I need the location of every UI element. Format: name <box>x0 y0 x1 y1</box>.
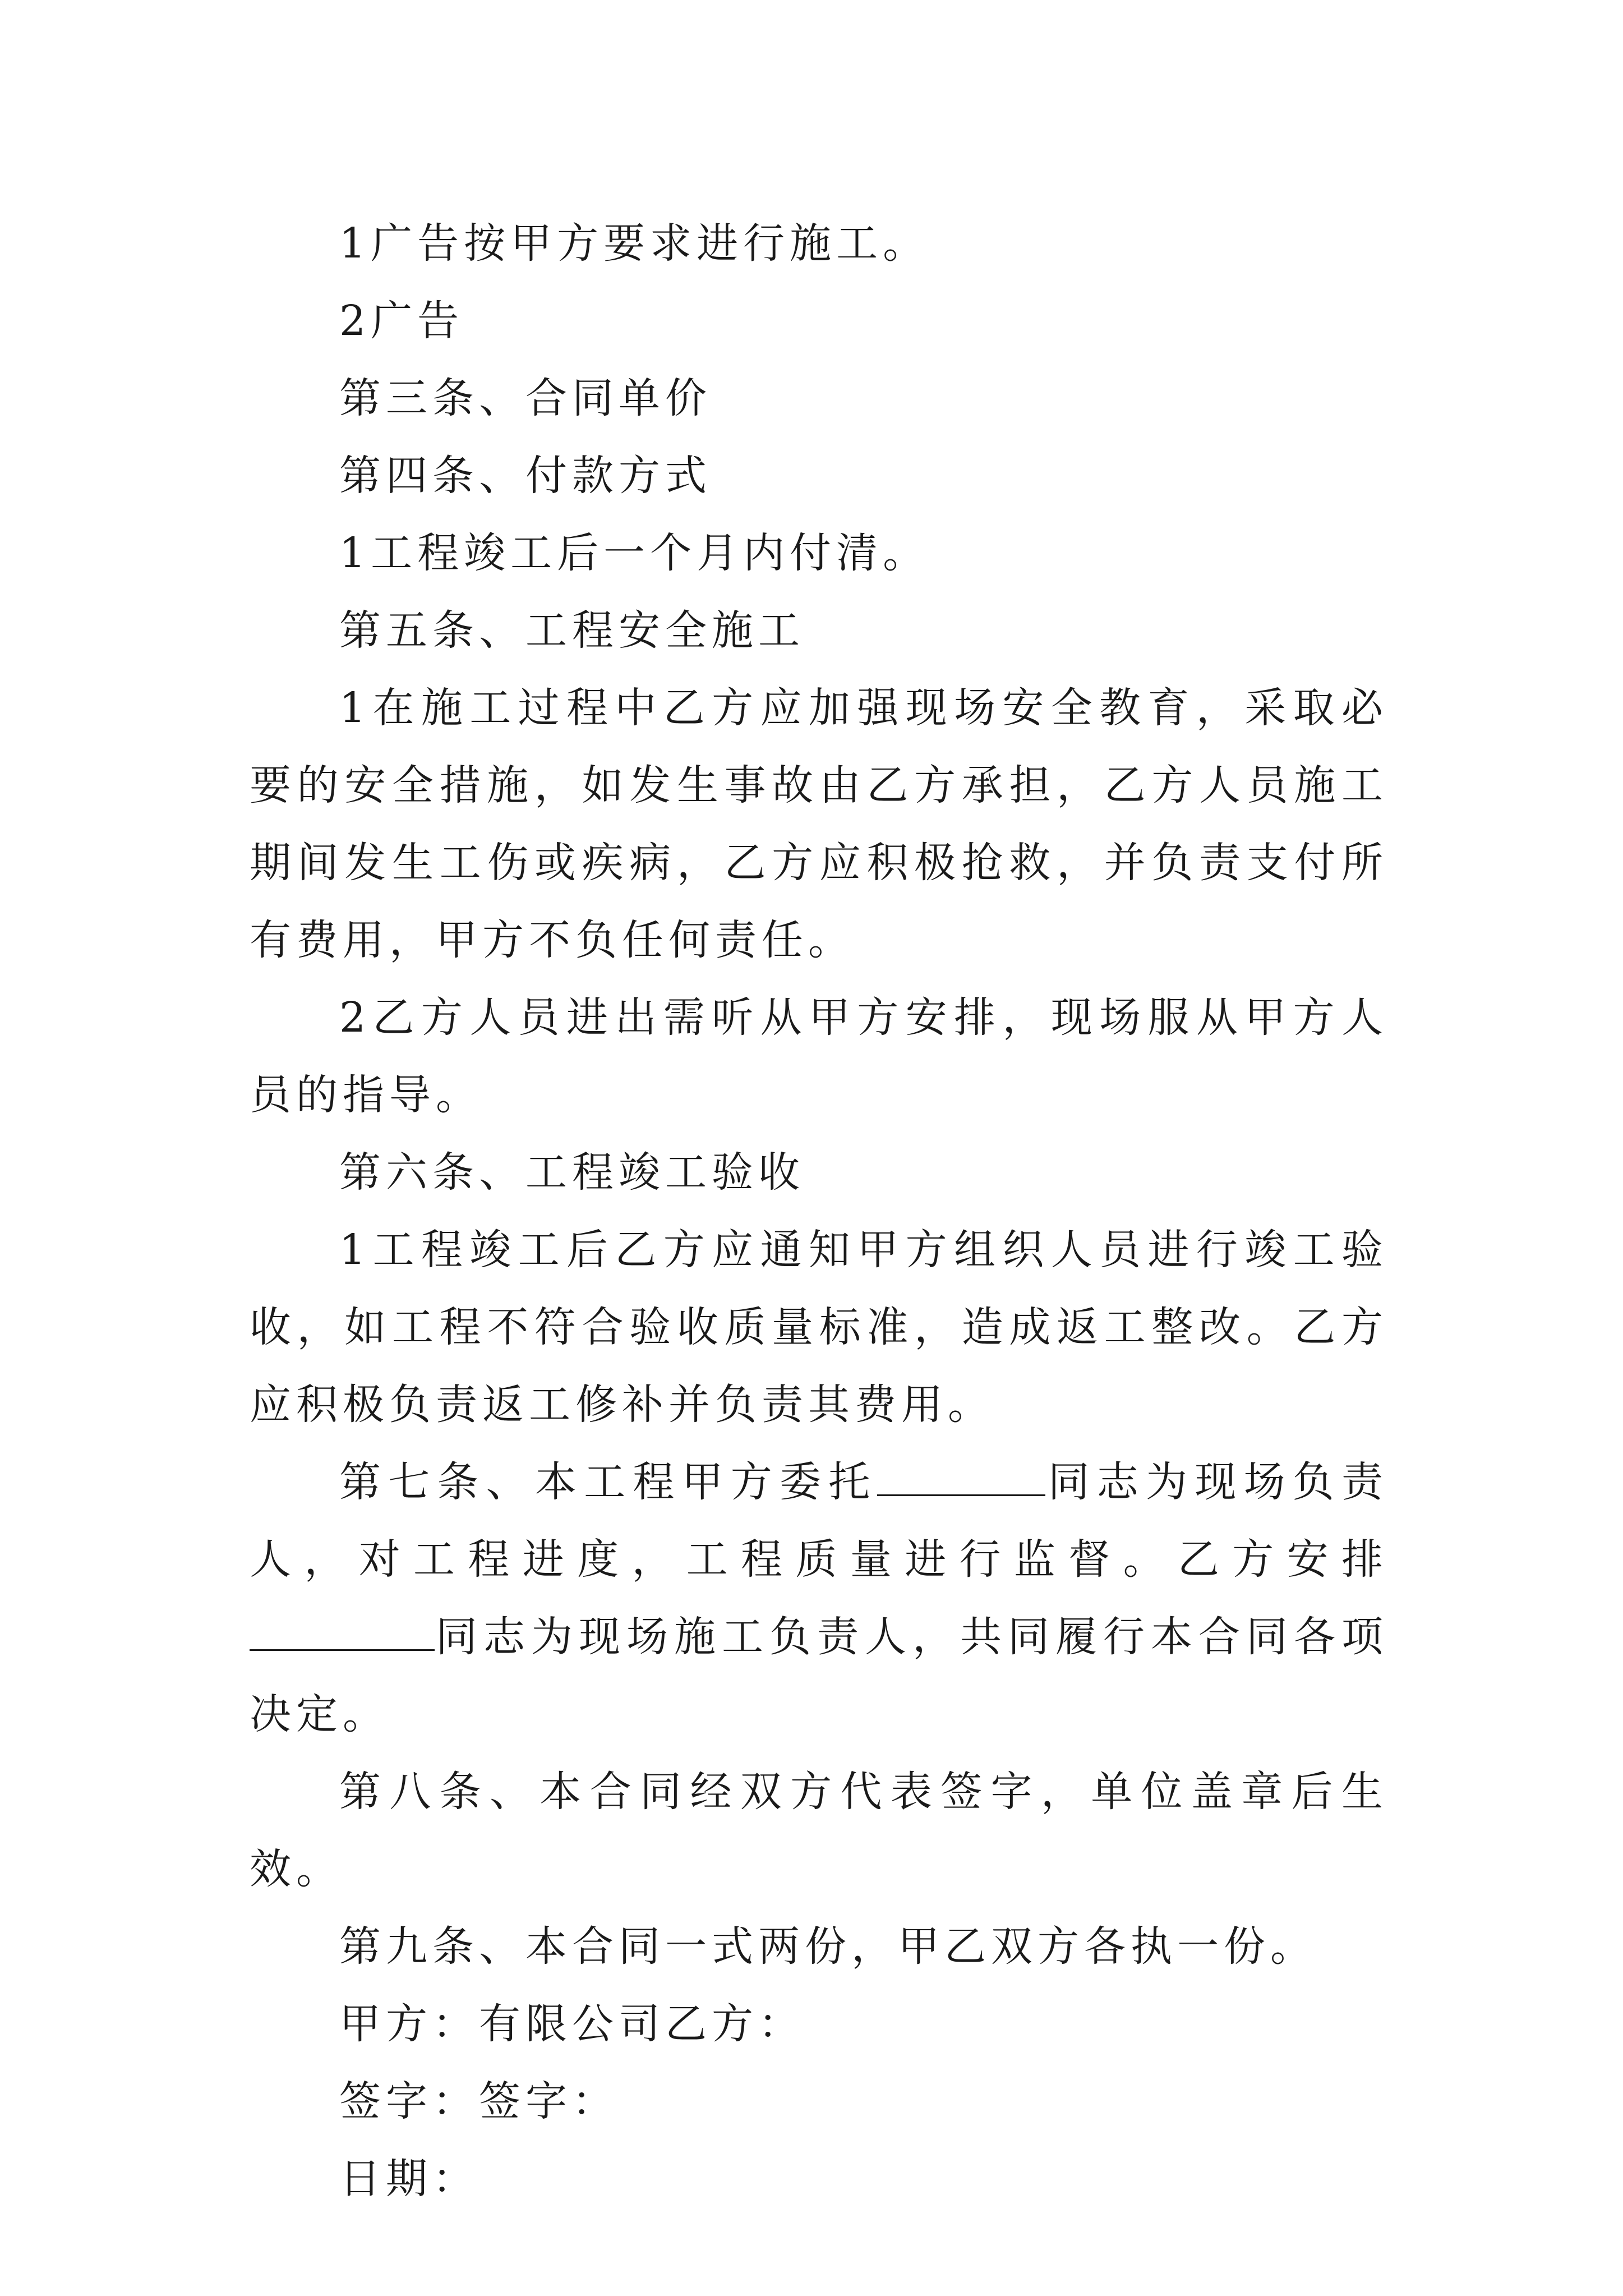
blank-site-manager <box>877 1455 1045 1496</box>
document-body <box>250 205 1388 2217</box>
paragraph-acceptance: 1工程竣工后乙方应通知甲方组织人员进行竣工验收，如工程不符合验收质量标准，造成返工整改。乙方应积极负责返工修补并负责其费用。 <box>250 1226 1388 1429</box>
signature-line: 签字：签字： <box>339 2077 619 2125</box>
heading-article-3: 第三条、合同单价 <box>339 374 712 422</box>
paragraph-ad-construction: 1广告按甲方要求进行施工。 <box>339 219 930 268</box>
paragraph-article-9: 第九条、本合同一式两份，甲乙双方各执一份。 <box>339 1922 1317 1971</box>
paragraph-payment: 1工程竣工后一个月内付清。 <box>339 529 930 577</box>
blank-construction-manager <box>250 1610 435 1651</box>
paragraph-article-8: 第八条、本合同经双方代表签字，单位盖章后生效。 <box>250 1768 1388 1893</box>
article-7-part-3: 同志为现场施工负责人，共同履行本合同各项决定。 <box>250 1613 1388 1738</box>
heading-article-6: 第六条、工程竣工验收 <box>339 1148 805 1197</box>
paragraph-ad-2: 2广告 <box>339 297 464 345</box>
date-line: 日期： <box>339 2155 479 2203</box>
article-7-part-1: 第七条、本工程甲方委托 <box>339 1458 878 1506</box>
paragraph-safety-1: 1在施工过程中乙方应加强现场安全教育，采取必要的安全措施，如发生事故由乙方承担，乙方人员施工期间发生工伤或疾病，乙方应积极抢救，并负责支付所有费用，甲方不负任何责任。 <box>250 684 1388 964</box>
article-7-part-2: 同志为现场负责人，对工程进度，工程质量进行监督。乙方安排 <box>250 1458 1389 1584</box>
paragraph-article-7 <box>250 1443 1388 1753</box>
heading-article-5: 第五条、工程安全施工 <box>339 606 805 655</box>
party-line: 甲方：有限公司乙方： <box>339 2000 805 2048</box>
heading-article-4: 第四条、付款方式 <box>339 452 712 500</box>
paragraph-safety-2: 2乙方人员进出需听从甲方安排，现场服从甲方人员的指导。 <box>250 993 1388 1119</box>
